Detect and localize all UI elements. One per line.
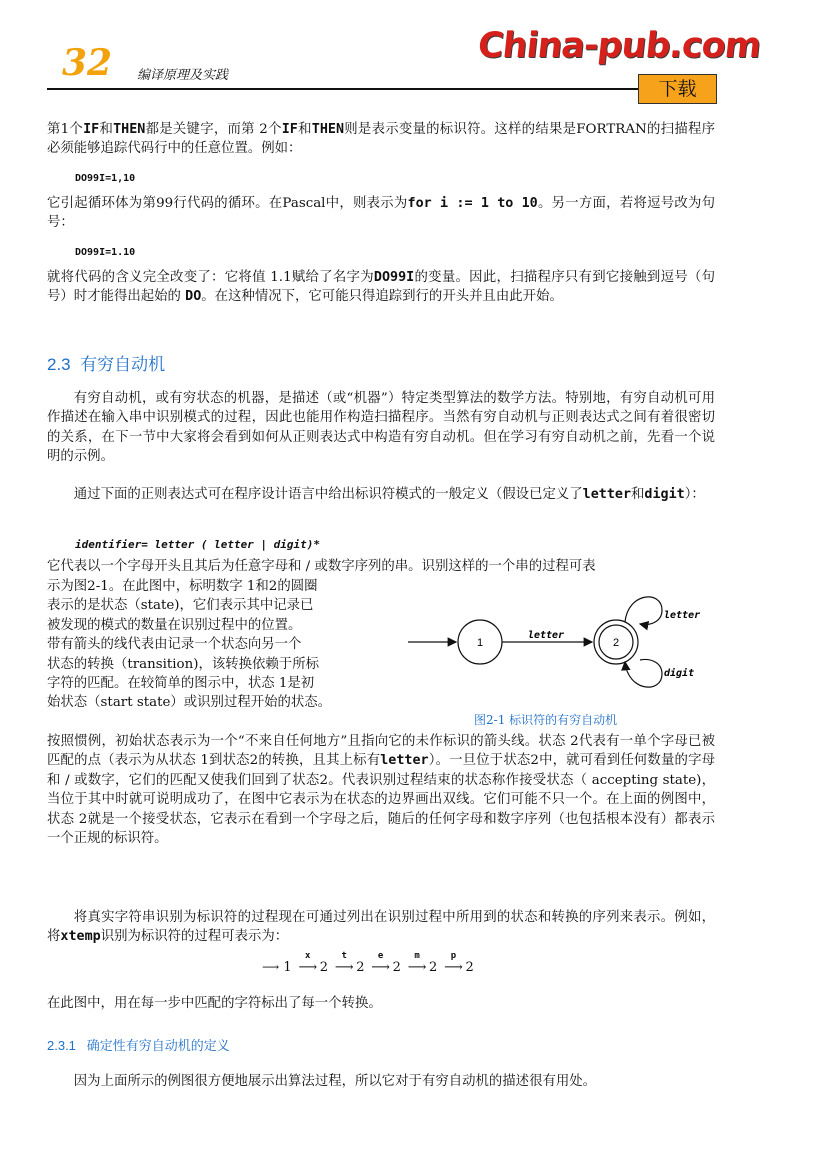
paragraph-5: 通过下面的正则表达式可在程序设计语言中给出标识符模式的一般定义（假设已定义了letter和digit）： xyxy=(73,487,705,502)
paragraph-6-first-line: 它代表以一个字母开头且其后为任意字母和 / 或数字序列的串。识别这样的一个串的过程可表 xyxy=(47,559,596,574)
book-title: 编译原理及实践 xyxy=(137,68,229,83)
paragraph-6-wrapped: 示为图2-1。在此图中，标明数字 1和2的圆圈 表示的是状态（state)，它们表示其中记录已 被发现的模式的数量在识别过程中的位置。 带有箭头的线代表由记录一个状态向另一个 状态的转换（transition)，该转换依赖于所标 字符的匹配。在较简单的图示中，状态 1是初 始状态（start state）或识别过程开始的状态。 xyxy=(47,579,332,711)
paragraph-8: 将真实字符串识别为标识符的过程现在可通过列出在识别过程中所用到的状态和转换的序列来表示。例如，将xtemp识别为标识符的过程可表示为： xyxy=(47,910,715,945)
logo: China-pub.com xyxy=(475,26,763,66)
seq-arrow-t: t ⟶ xyxy=(334,951,354,975)
loop-digit-label: digit xyxy=(664,668,695,679)
state-2-label: 2 xyxy=(612,637,620,649)
regex-definition: identifier= letter ( letter | digit)* xyxy=(75,538,321,551)
download-badge[interactable]: 下载 xyxy=(638,74,717,104)
header-rule xyxy=(47,88,638,90)
paragraph-4: 有穷自动机，或有穷状态的机器，是描述（或“机器”）特定类型算法的数学方法。特别地，有穷自动机可用作描述在输入串中识别模式的过程，因此也能用作构造扫描程序。当然有穷自动机与正则表达式之间有着很密切的关系，在下一节中大家将会看到如何从正则表达式中构造有穷自动机。但在学习有穷自动机之前，先看一个说明的示例。 xyxy=(47,391,715,465)
dfa-figure xyxy=(400,582,720,712)
seq-arrow-x: x ⟶ xyxy=(298,951,318,975)
state-1-label: 1 xyxy=(476,637,484,649)
xtemp-sequence: ⟶ 1 x ⟶ 2 t ⟶ 2 e ⟶ 2 m ⟶ 2 p ⟶ 2 xyxy=(262,951,474,975)
transition-label: letter xyxy=(527,630,565,641)
figure-caption: 图2-1 标识符的有穷自动机 xyxy=(474,713,618,727)
loop-letter-label: letter xyxy=(664,610,701,621)
paragraph-9: 在此图中，用在每一步中匹配的字符标出了每一个转换。 xyxy=(47,996,382,1011)
seq-arrow-e: e ⟶ xyxy=(371,951,390,975)
loop-letter xyxy=(625,597,662,625)
seq-arrow-p: p ⟶ xyxy=(444,951,463,975)
page-number: 32 xyxy=(62,42,113,84)
seq-arrow-m: m ⟶ xyxy=(407,951,427,975)
paragraph-1: 第1个IF和THEN都是关键字，而第 2个IF和THEN则是表示变量的标识符。这样的结果是FORTRAN的扫描程序必须能够追踪代码行中的任意位置。例如： xyxy=(47,122,716,157)
paragraph-2: 它引起循环体为第99行代码的循环。在Pascal中，则表示为for i := 1 to 10。另一方面，若将逗号改为句号： xyxy=(47,196,716,231)
code-example-2: DO99I=1.10 xyxy=(75,247,136,258)
section-heading: 2.3 有穷自动机 xyxy=(47,355,166,375)
paragraph-7: 按照惯例，初始状态表示为一个“不来自任何地方”且指向它的未作标识的箭头线。状态 2代表有一单个字母已被匹配的点（表示为从状态 1到状态2的转换，且其上标有letter）。一旦位于状态2中，就可看到任何数量的字母和 / 或数字，它们的匹配又使我们回到了状态2。代表识别过程结束的状态称作接受状态（ accepting state)，当位于其中时就可说明成功了，在图中它表示为在状态的边界画出双线。它们可能不只一个。在上面的例图中，状态 2就是一个接受状态，它表示在看到一个字母之后，随后的任何字母和数字序列（也包括根本没有）都表示一个正规的标识符。 xyxy=(47,734,715,847)
sequence-start-arrow: ⟶ xyxy=(262,960,280,974)
paragraph-10: 因为上面所示的例图很方便地展示出算法过程，所以它对于有穷自动机的描述很有用处。 xyxy=(73,1074,597,1089)
loop-digit xyxy=(625,660,662,688)
paragraph-3: 就将代码的含义完全改变了：它将值 1.1赋给了名字为DO99I的变量。因此，扫描程序只有到它接触到逗号（句号）时才能得出起始的 DO。在这种情况下，它可能只得追踪到行的开头并且由此开始。 xyxy=(47,270,715,305)
code-example-1: DO99I=1,10 xyxy=(75,173,136,184)
subsection-heading: 2.3.1 确定性有穷自动机的定义 xyxy=(47,1038,230,1054)
